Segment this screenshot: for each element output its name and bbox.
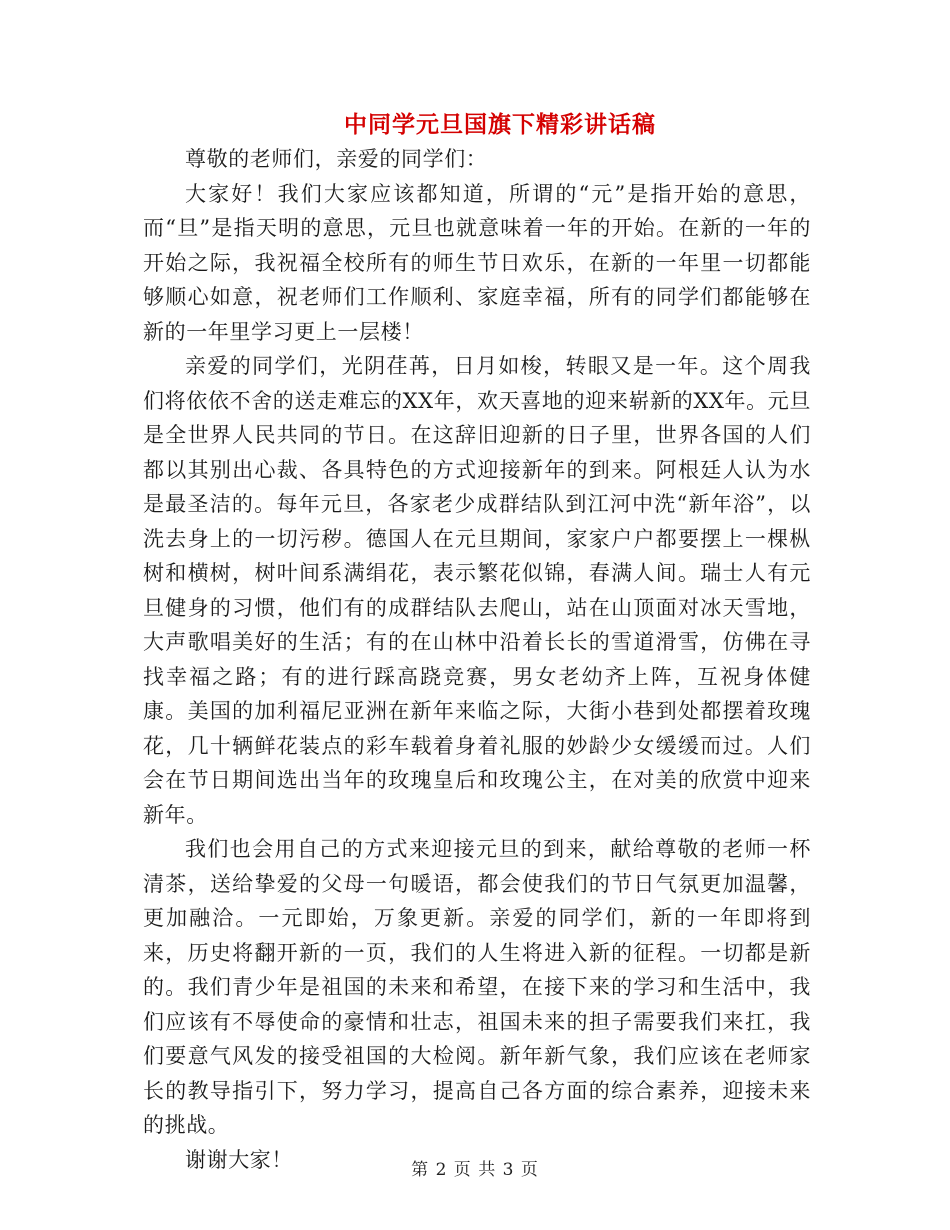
salutation-paragraph: 尊敬的老师们，亲爱的同学们：: [185, 147, 488, 171]
customs-paragraph: 亲爱的同学们，光阴荏苒，日月如梭，转眼又是一年。这个周我们将依依不舍的送走难忘的XX年，欢天喜地的迎来崭新的XX年。元旦是全世界人民共同的节日。在这辞旧迎新的日子里，世界各国的人们都以其别出心裁、各具特色的方式迎接新年的到来。阿根廷人认为水是最圣洁的。每年元旦，各家老少成群结队到江河中洗“新年浴”，以洗去身上的一切污秽。德国人在元旦期间，家家户户都要摆上一棵枞树和横树，树叶间系满绢花，表示繁花似锦，春满人间。瑞士人有元旦健身的习惯，他们有的成群结队去爬山，站在山顶面对冰天雪地，大声歌唱美好的生活；有的在山林中沿着长长的雪道滑雪，仿佛在寻找幸福之路；有的进行踩高跷竞赛，男女老幼齐上阵，互祝身体健康。美国的加利福尼亚洲在新年来临之际，大街小巷到处都摆着玫瑰花，几十辆鲜花装点的彩车载着身着礼服的妙龄少女缓缓而过。人们会在节日期间选出当年的玫瑰皇后和玫瑰公主，在对美的欣赏中迎来新年。: [143, 354, 811, 827]
document-body: [143, 142, 811, 1177]
closing-paragraph: 我们也会用自己的方式来迎接元旦的到来，献给尊敬的老师一杯清茶，送给挚爱的父母一句暖语，都会使我们的节日气氛更加温馨，更加融洽。一元即始，万象更新。亲爱的同学们，新的一年即将到来，历史将翻开新的一页，我们的人生将进入新的征程。一切都是新的。我们青少年是祖国的未来和希望，在接下来的学习和生活中，我们应该有不辱使命的豪情和壮志，祖国未来的担子需要我们来扛，我们要意气风发的接受祖国的大检阅。新年新气象，我们应该在老师家长的教导指引下，努力学习，提高自己各方面的综合素养，迎接未来的挑战。: [143, 837, 811, 1137]
thanks-paragraph: 谢谢大家！: [185, 1147, 293, 1172]
page-number-footer: 第 2 页 共 3 页: [411, 1160, 539, 1180]
document-title: 中同学元旦国旗下精彩讲话稿: [344, 112, 656, 138]
greeting-paragraph: 大家好！我们大家应该都知道，所谓的“元”是指开始的意思，而“旦”是指天明的意思，元旦也就意味着一年的开始。在新的一年的开始之际，我祝福全校所有的师生节日欢乐，在新的一年里一切都能够顺心如意，祝老师们工作顺利、家庭幸福，所有的同学们都能够在新的一年里学习更上一层楼！: [143, 181, 811, 344]
